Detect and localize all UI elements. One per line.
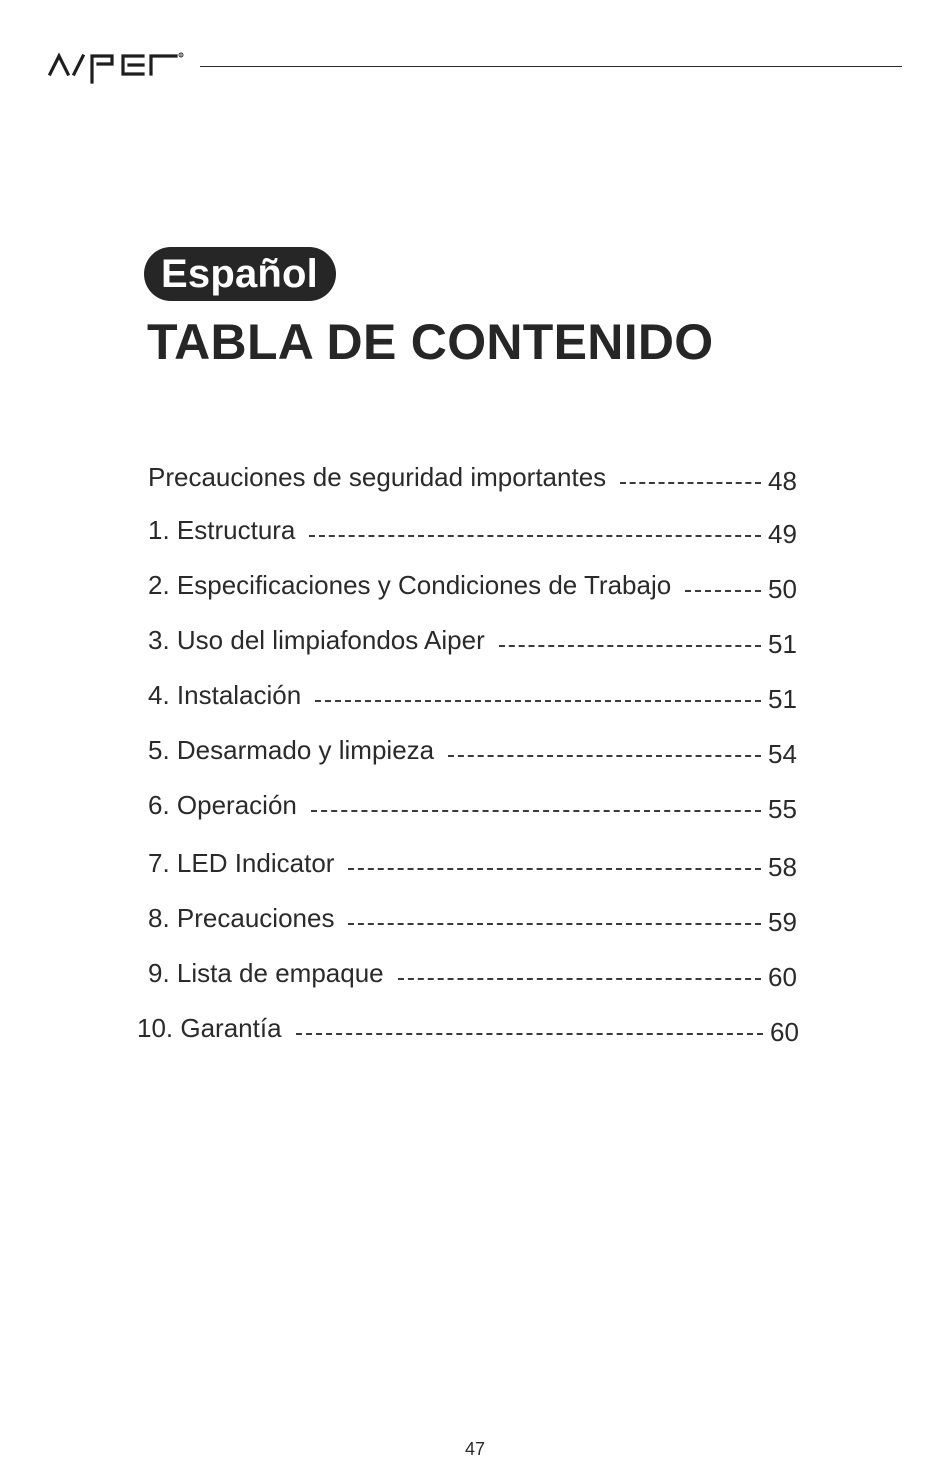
toc-entry-specifications[interactable] [148, 567, 800, 604]
dot-leader [348, 923, 761, 925]
toc-entry-structure[interactable] [148, 512, 800, 549]
toc-entry-page: 51 [768, 684, 797, 714]
dot-leader [499, 645, 761, 647]
toc-entry-page: 50 [768, 574, 797, 604]
toc-entry-page: 60 [768, 962, 797, 992]
dot-leader [448, 755, 761, 757]
toc-entry-label: 1. Estructura [148, 515, 296, 545]
toc-entry-operation[interactable] [148, 787, 800, 824]
dot-leader [315, 700, 761, 702]
toc-entry-led-indicator[interactable] [148, 845, 800, 882]
dot-leader [348, 868, 761, 870]
toc-entry-page: 54 [768, 739, 797, 769]
toc-entry-page: 59 [768, 907, 797, 937]
dot-leader [296, 1033, 763, 1035]
toc-entry-installation[interactable] [148, 677, 800, 714]
toc-entry-label: 2. Especificaciones y Condiciones de Trabajo [148, 570, 672, 600]
toc-entry-label: 3. Uso del limpiafondos Aiper [148, 625, 485, 655]
toc-entry-disassembly[interactable] [148, 732, 800, 769]
toc-entry-usage[interactable] [148, 622, 800, 659]
toc-entry-label: 7. LED Indicator [148, 848, 335, 878]
toc-entry-label: 9. Lista de empaque [148, 958, 384, 988]
toc-entry-packing-list[interactable] [148, 955, 800, 992]
page-title: TABLA DE CONTENIDO [147, 314, 714, 370]
toc-entry-page: 58 [768, 852, 797, 882]
toc-entry-page: 60 [770, 1017, 799, 1047]
toc-entry-label: 8. Precauciones [148, 903, 335, 933]
dot-leader [620, 482, 761, 484]
toc-entry-label: 5. Desarmado y limpieza [148, 735, 435, 765]
toc-entry-label: 6. Operación [148, 790, 297, 820]
dot-leader [398, 978, 761, 980]
toc-entry-label: 10. Garantía [137, 1013, 282, 1043]
toc-entry-precautions[interactable] [148, 900, 800, 937]
toc-entry-label: 4. Instalación [148, 680, 302, 710]
toc-entry-page: 48 [768, 466, 797, 496]
dot-leader [685, 590, 761, 592]
toc-entry-page: 55 [768, 794, 797, 824]
page-number: 47 [464, 1439, 486, 1459]
language-badge: Español [144, 247, 336, 301]
dot-leader [309, 535, 761, 537]
toc-entry-page: 49 [768, 519, 797, 549]
toc-entry-warranty[interactable] [137, 1010, 802, 1047]
toc-entry-page: 51 [768, 629, 797, 659]
dot-leader [311, 810, 761, 812]
svg-text:R: R [179, 53, 183, 58]
toc-entry-safety[interactable] [148, 459, 800, 496]
toc-entry-label: Precauciones de seguridad importantes [148, 462, 607, 492]
